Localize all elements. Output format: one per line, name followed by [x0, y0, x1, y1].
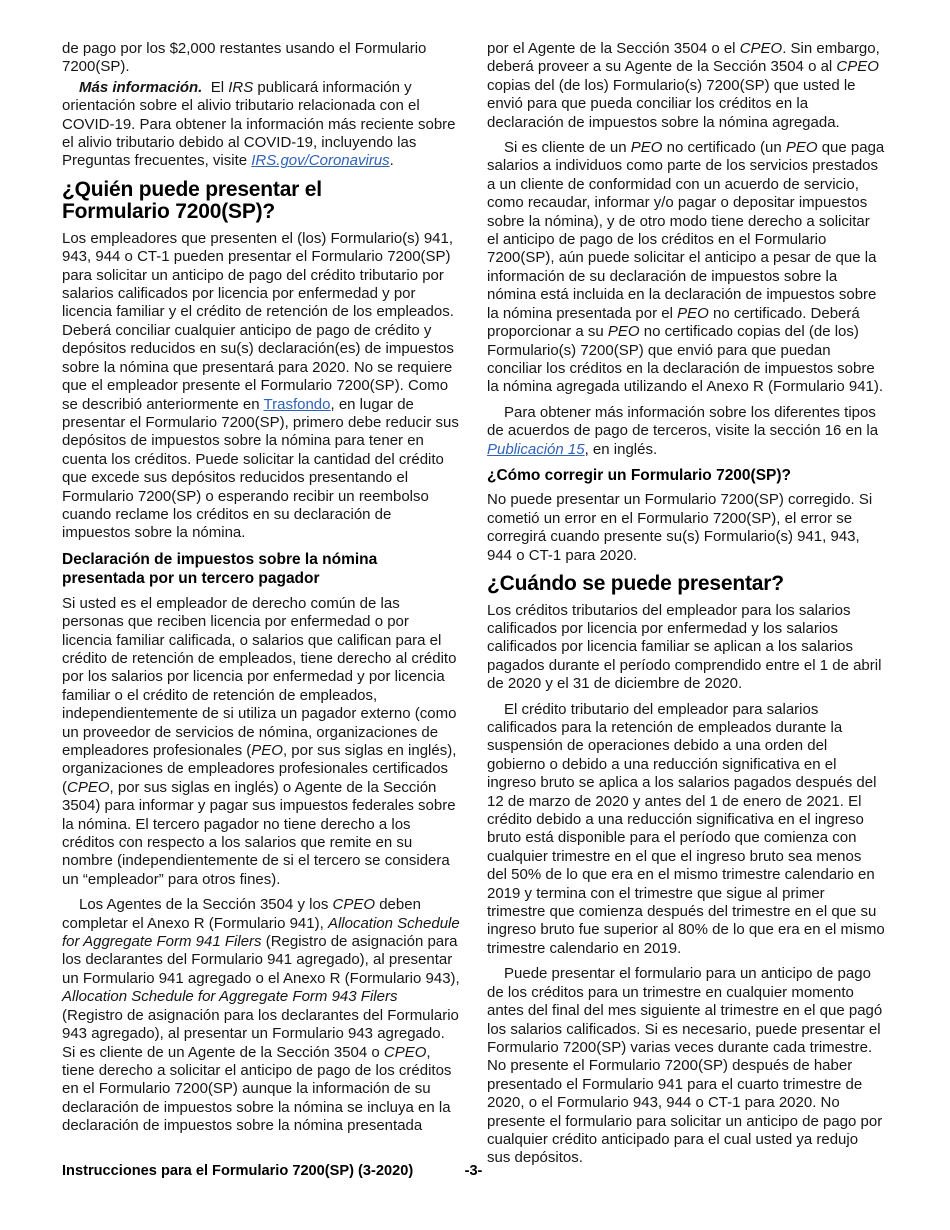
text-run: PEO	[630, 139, 663, 157]
paragraph	[487, 602, 885, 694]
footer-title: Instrucciones para el Formulario 7200(SP) (3-2020)	[62, 1163, 414, 1179]
text-run: Los empleadores que presenten el (los) Formulario(s) 941, 943, 944 o CT-1 pueden presentar el Formulario 7200(SP) para solicitar un anticipo de pago del crédito tributario por salarios calificados por licencia por enfermedad y por licencia familiar y el crédito de retención de los empleados. Deberá conciliar cualquier anticipo de pago de crédito y depósitos reducidos en su(s) declaración(es) de impuestos sobre la nómina que presentará para 2020. No se requiere que el empleador presente el Formulario 7200(SP). Como se describió anteriormente en	[62, 229, 454, 413]
page-number: -3-	[464, 1163, 483, 1179]
publicacion-15-link[interactable]: Publicación 15	[487, 440, 585, 458]
text-run: publicará información y orientación sobre el alivio tributario relacionada con el COVID-19. Para obtener la información más reciente sobre el alivio tributario debido al COVID-19, incluyendo las Preguntas frecuentes, visite	[62, 78, 456, 170]
text-run: Formulario 7200(SP)?	[62, 200, 276, 224]
text-run: El crédito tributario del empleador para salarios calificados para la retención de empleados durante la suspensión de operaciones debido a una orden del gobierno o debido a una reducción significativa en el ingreso bruto se aplica a los salarios pagados después del 12 de marzo de 2020 y antes del 1 de enero de 2021. El crédito debido a una reducción significativa en el ingreso bruto está disponible para el período que comienza con cualquier trimestre en el que el ingreso bruto sea menos del 50% de lo que era en el mismo trimestre calendario en 2019 y termina con el trimestre que sigue al primer trimestre que comienza después del trimestre en el que su ingreso bruto fue superior al 80% de lo que era en el mismo trimestre calendario en 2019.	[487, 700, 885, 957]
text-run: Puede presentar el formulario para un anticipo de pago de los créditos para un trimestre en cualquier momento antes del final del mes siguiente al trimestre en el que pagó los salarios calificados. Si es necesario, puede presentar el Formulario 7200(SP) varias veces durante cada trimestre. No presente el Formulario 7200(SP) después de haber presentado el Formulario 941 para el cuarto trimestre de 2020, o el Formulario 943, 944 o CT-1 para 2020. No presente el formulario para solicitar un anticipo de pago por cualquier crédito anticipado para el cual usted ya redujo sus depósitos.	[487, 965, 883, 1167]
text-run: IRS	[228, 78, 254, 96]
text-run: Si es cliente de un	[504, 139, 631, 157]
text-run: no certificado. Deberá proporcionar a su	[487, 304, 860, 341]
paragraph	[487, 965, 885, 1167]
paragraph	[487, 40, 885, 132]
text-run: ¿Quién puede presentar el	[62, 177, 322, 201]
text-run: ¿Cuándo se puede presentar?	[487, 572, 784, 596]
text-run: .	[389, 152, 394, 170]
column-left	[62, 40, 460, 1168]
text-run: CPEO	[67, 778, 110, 796]
text-run: , por sus siglas en inglés) o Agente de la Sección 3504) para informar y pagar sus impuestos federales sobre la nómina. El tercero pagador no tiene derecho a los créditos con respecto a los salarios que remite en su nombre (independientemente de si el tercero se considera un “empleador” para otros fines).	[62, 778, 456, 888]
paragraph	[62, 896, 460, 1135]
text-run: (Registro de asignación para los declarantes del Formulario 943 agregado), al presentar un Formulario 943 agregado. Si es cliente de un Agente de la Sección 3504 o	[62, 1006, 459, 1061]
text-run: Para obtener más información sobre los diferentes tipos de acuerdos de pago de terceros, visite la sección 16 en la	[487, 403, 879, 440]
text-run: , tiene derecho a solicitar el anticipo de pago de los créditos en el Formulario 7200(SP) aunque la información de su declaración de impuestos sobre la nómina se incluya en la declaración de impuestos sobre la nómina presentada	[62, 1043, 452, 1135]
text-run: PEO	[607, 323, 640, 341]
heading-como-corregir	[487, 466, 885, 486]
paragraph	[62, 595, 460, 890]
heading-quien-puede-presentar	[62, 179, 460, 224]
paragraph	[487, 491, 885, 565]
text-run: Declaración de impuestos sobre la nómina presentada por un tercero pagador	[62, 550, 378, 588]
irs-coronavirus-link[interactable]: IRS.gov/Coronavirus	[251, 152, 390, 170]
paragraph	[487, 404, 885, 459]
text-run: , en lugar de presentar el Formulario 7200(SP), primero debe reducir sus depósitos de impuestos sobre la nómina para tener en cuenta los créditos. Puede solicitar la cantidad del crédito que excede sus depósitos reducidos presentando el Formulario 7200(SP) o esperando recibir un reembolso cuando reclame los créditos en su declaración de impuestos sobre la nómina.	[62, 395, 459, 542]
text-run: no certificado (un	[662, 139, 786, 157]
text-run: que paga salarios a individuos como parte de los servicios prestados a un cliente de conformidad con un acuerdo de servicio, como recaudar, informar y/o pagar o depositar impuestos sobre la nómina), y de otro modo tiene derecho a solicitar el anticipo de pago de los créditos en el Formulario 7200(SP), aún puede solicitar el anticipo a pesar de que la información de su declaración de impuestos sobre la nómina está incluida en la declaración de impuestos sobre la nómina presentada por el	[487, 139, 885, 322]
text-run: CPEO	[836, 58, 879, 76]
paragraph	[487, 139, 885, 397]
text-run: por el Agente de la Sección 3504 o el	[487, 40, 740, 57]
text-run: CPEO	[383, 1043, 427, 1061]
text-run: PEO	[785, 139, 818, 157]
text-run: PEO	[251, 742, 283, 759]
paragraph	[62, 79, 460, 171]
text-run: Los créditos tributarios del empleador para los salarios calificados por licencia por enfermedad y los salarios calificados por licencia familiar se aplican a los salarios pagados durante el período comprendido entre el 1 de abril de 2020 y el 31 de diciembre de 2020.	[487, 601, 882, 693]
text-run: copias del (de los) Formulario(s) 7200(SP) que usted le envió para que pueda conciliar los créditos en la declaración de impuestos sobre la nómina agregada.	[487, 76, 856, 131]
text-run: CPEO	[739, 40, 783, 57]
heading-cuando-se-puede-presentar	[487, 573, 885, 596]
emphasis-label: Más información.	[79, 78, 203, 96]
paragraph	[487, 701, 885, 959]
text-run: ¿Cómo corregir un Formulario 7200(SP)?	[487, 466, 792, 484]
paragraph	[62, 40, 460, 77]
heading-declaracion-tercero-pagador	[62, 550, 460, 589]
page-footer	[62, 1162, 885, 1180]
paragraph	[62, 230, 460, 543]
text-run: No puede presentar un Formulario 7200(SP) corregido. Si cometió un error en el Formulario 7200(SP), el error se corregirá cuando presente su(s) Formulario(s) 941, 943, 944 o CT-1 para 2020.	[487, 491, 873, 564]
text-run: de pago por los $2,000 restantes usando el Formulario 7200(SP).	[62, 40, 427, 76]
text-run: El	[202, 78, 229, 96]
text-run: Si usted es el empleador de derecho común de las personas que reciben licencia por enfermedad o por licencia familiar calificada, o salarios que califican para el crédito de retención de empleados, tiene derecho al crédito por los salarios por licencia por enfermedad y por licencia familiar o el crédito de retención de empleados, independientemente de si utiliza un pagador externo (como un proveedor de servicios de nómina, organizaciones de empleadores profesionales (	[62, 594, 457, 759]
text-run: , por sus siglas en inglés), organizaciones de empleadores profesionales certificados (	[62, 742, 457, 796]
text-run: Allocation Schedule for Aggregate Form 941 Filers	[62, 914, 460, 951]
text-run: CPEO	[332, 896, 376, 914]
text-run: no certificado copias del (de los) Formulario(s) 7200(SP) que envió para que puedan conciliar los créditos en la declaración de impuestos sobre la nómina agregada utilizando el Anexo R (Formulario 941).	[487, 323, 884, 396]
text-run: (Registro de asignación para los declarantes del Formulario 941 agregado), al presentar un Formulario 941 agregado o el Anexo R (Formulario 943),	[62, 933, 460, 987]
text-run: deben completar el Anexo R (Formulario 941),	[62, 896, 421, 932]
two-column-text-area	[62, 40, 885, 1168]
trasfondo-link[interactable]: Trasfondo	[263, 395, 331, 413]
text-run: Los Agentes de la Sección 3504 y los	[79, 896, 333, 914]
text-run: Allocation Schedule for Aggregate Form 943 Filers	[62, 988, 398, 1006]
text-run: . Sin embargo, deberá proveer a su Agente de la Sección 3504 o al	[487, 40, 880, 76]
column-right	[487, 40, 885, 1168]
text-run: , en inglés.	[584, 440, 658, 458]
text-run: PEO	[677, 304, 709, 322]
